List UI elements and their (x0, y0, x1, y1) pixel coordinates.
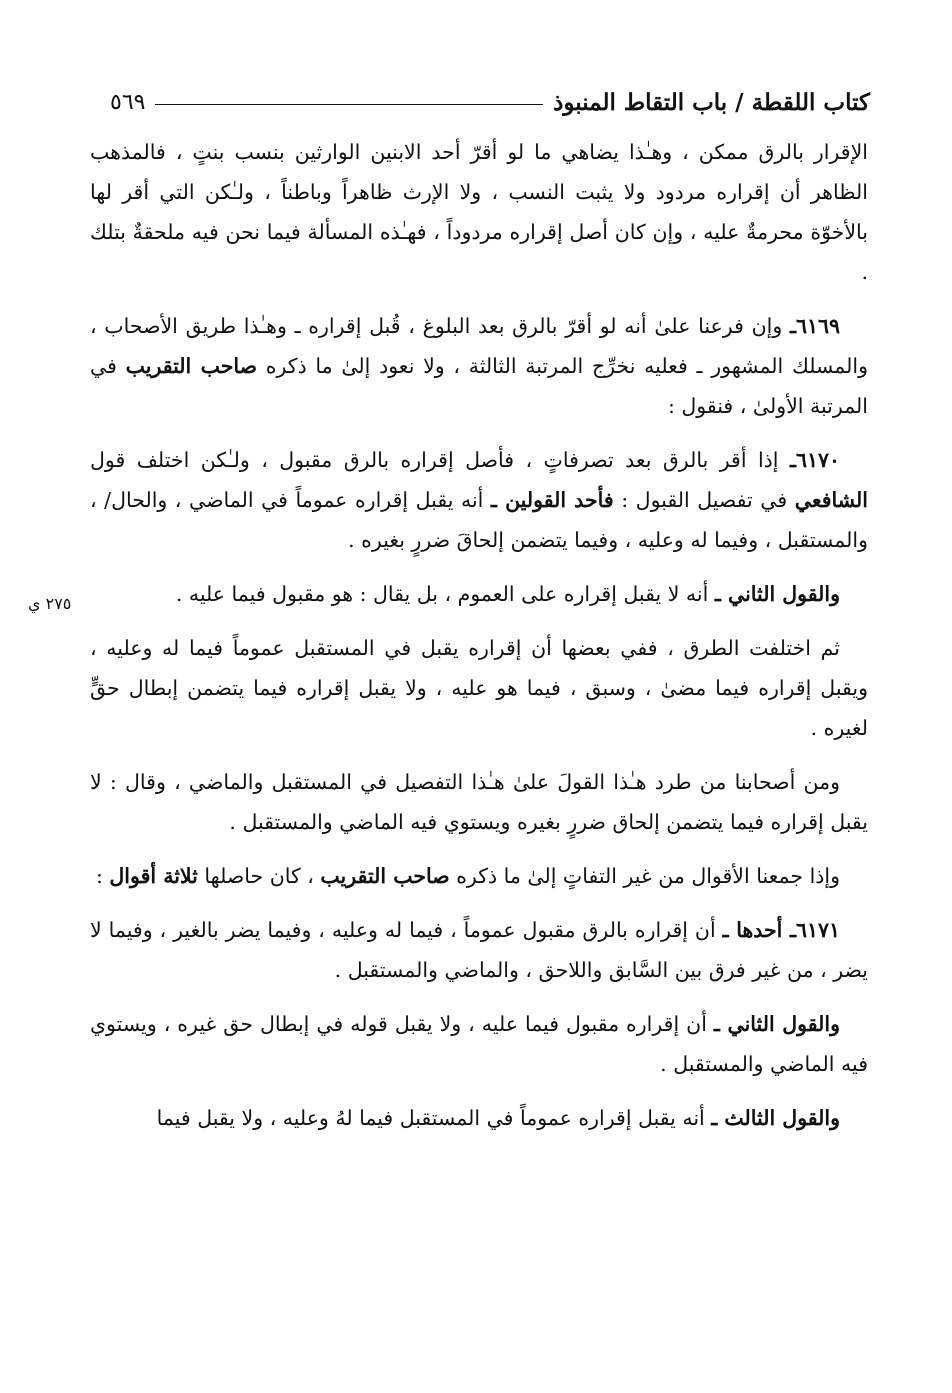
paragraph-text: ومن أصحابنا من طرد هـٰذا القولَ علىٰ هـٰذا التفصيل في المستقبل والماضي ، وقال : لا يقبل إقراره فيما يتضمن إلحاق ضررٍ بغيره ويستوي فيه الماضي والمستقبل . (90, 770, 868, 834)
bold-term: أحدها ـ (722, 918, 790, 942)
numbered-paragraph (90, 306, 868, 426)
paragraph-text: : (95, 864, 110, 888)
page-body (90, 132, 868, 1152)
numbered-paragraph (90, 440, 868, 560)
paragraph-text: ، كان حاصلها (197, 864, 321, 888)
paragraph-text: في المرتبة الأولىٰ ، فنقول : (90, 354, 868, 418)
paragraph (90, 132, 868, 292)
paragraph-text: أنه يقبل إقراره عموماً في الماضي ، والحال/ ، والمستقبل ، وفيما له وعليه ، وفيما يتضمن إلحاقَ ضررٍ بغيره . (90, 488, 868, 552)
paragraph (90, 574, 868, 614)
numbered-paragraph (90, 910, 868, 990)
bold-term: صاحب التقريب (320, 864, 450, 888)
paragraph-number: ٦١٧١ـ (789, 918, 841, 942)
paragraph (90, 1098, 868, 1138)
bold-term: والقول الثالث ـ (711, 1106, 840, 1130)
paragraph (90, 762, 868, 842)
paragraph (90, 1004, 868, 1084)
paragraph-text: أنه يقبل إقراره عموماً في المستقبل فيما لهُ وعليه ، ولا يقبل فيما (156, 1106, 712, 1130)
bold-term: والقول الثاني ـ (714, 582, 840, 606)
bold-term: ثلاثة أقوال (109, 864, 198, 888)
paragraph-text: إذا أقر بالرق بعد تصرفاتٍ ، فأصل إقراره بالرق مقبول ، ولـٰكن اختلف قول (90, 448, 790, 472)
paragraph-text: أن إقراره بالرق مقبول عموماً ، فيما له وعليه ، وفيما يضر بالغير ، وفيما لا يضر ، من غير فرق بين السَّابق واللاحق ، والماضي والمستقبل . (90, 918, 868, 982)
paragraph-text: وإذا جمعنا الأقوال من غير التفاتٍ إلىٰ ما ذكره (449, 864, 840, 888)
paragraph-number: ٦١٦٩ـ (789, 314, 840, 338)
paragraph-text: أنه لا يقبل إقراره على العموم ، بل يقال : هو مقبول فيما عليه . (175, 582, 715, 606)
bold-term: فأحد القولين ـ (490, 488, 614, 512)
paragraph-text: الإقرار بالرق ممكن ، وهـٰذا يضاهي ما لو أقرّ أحد الابنين الوارثين بنسب بنتٍ ، فالمذهب الظاهر أن إقراره مردود ولا يثبت النسب ، ولا الإرث ظاهراً وباطناً ، ولـٰكن التي أقر لها بالأخوّة محرمةٌ عليه ، وإن كان أصل إقراره مردوداً ، فهـٰذه المسألة فيما نحن فيه ملحقةٌ بتلك . (90, 140, 868, 284)
page-number: ٥٦٩ (110, 89, 146, 115)
header-rule (155, 104, 543, 105)
paragraph-text: ثم اختلفت الطرق ، ففي بعضها أن إقراره يقبل في المستقبل عموماً فيما له وعليه ، ويقبل إقراره فيما مضىٰ ، وسبق ، فيما هو عليه ، ولا يقبل إقراره فيما يتضمن إبطال حقٍّ لغيره . (90, 636, 868, 740)
bold-term: صاحب التقريب (125, 354, 258, 378)
running-header (110, 84, 870, 120)
paragraph-text: في تفصيل القبول : (613, 488, 795, 512)
chapter-title: كتاب اللقطة / باب التقاط المنبوذ (553, 88, 870, 116)
paragraph-number: ٦١٧٠ـ (789, 448, 840, 472)
bold-term: الشافعي (794, 488, 869, 512)
paragraph (90, 628, 868, 748)
paragraph-text: وإن فرعنا علىٰ أنه لو أقرّ بالرق بعد البلوغ ، قُبل إقراره ـ وهـٰذا طريق الأصحاب ، والمسلك المشهور ـ فعليه نخرِّج المرتبة الثالثة ، ولا نعود إلىٰ ما ذكره (90, 314, 868, 378)
bold-term: والقول الثاني ـ (713, 1012, 840, 1036)
paragraph-text: أن إقراره مقبول فيما عليه ، ولا يقبل قوله في إبطال حق غيره ، ويستوي فيه الماضي والمستقبل . (90, 1012, 868, 1076)
margin-folio-note: ٢٧٥ ي (28, 594, 72, 613)
paragraph (90, 856, 868, 896)
